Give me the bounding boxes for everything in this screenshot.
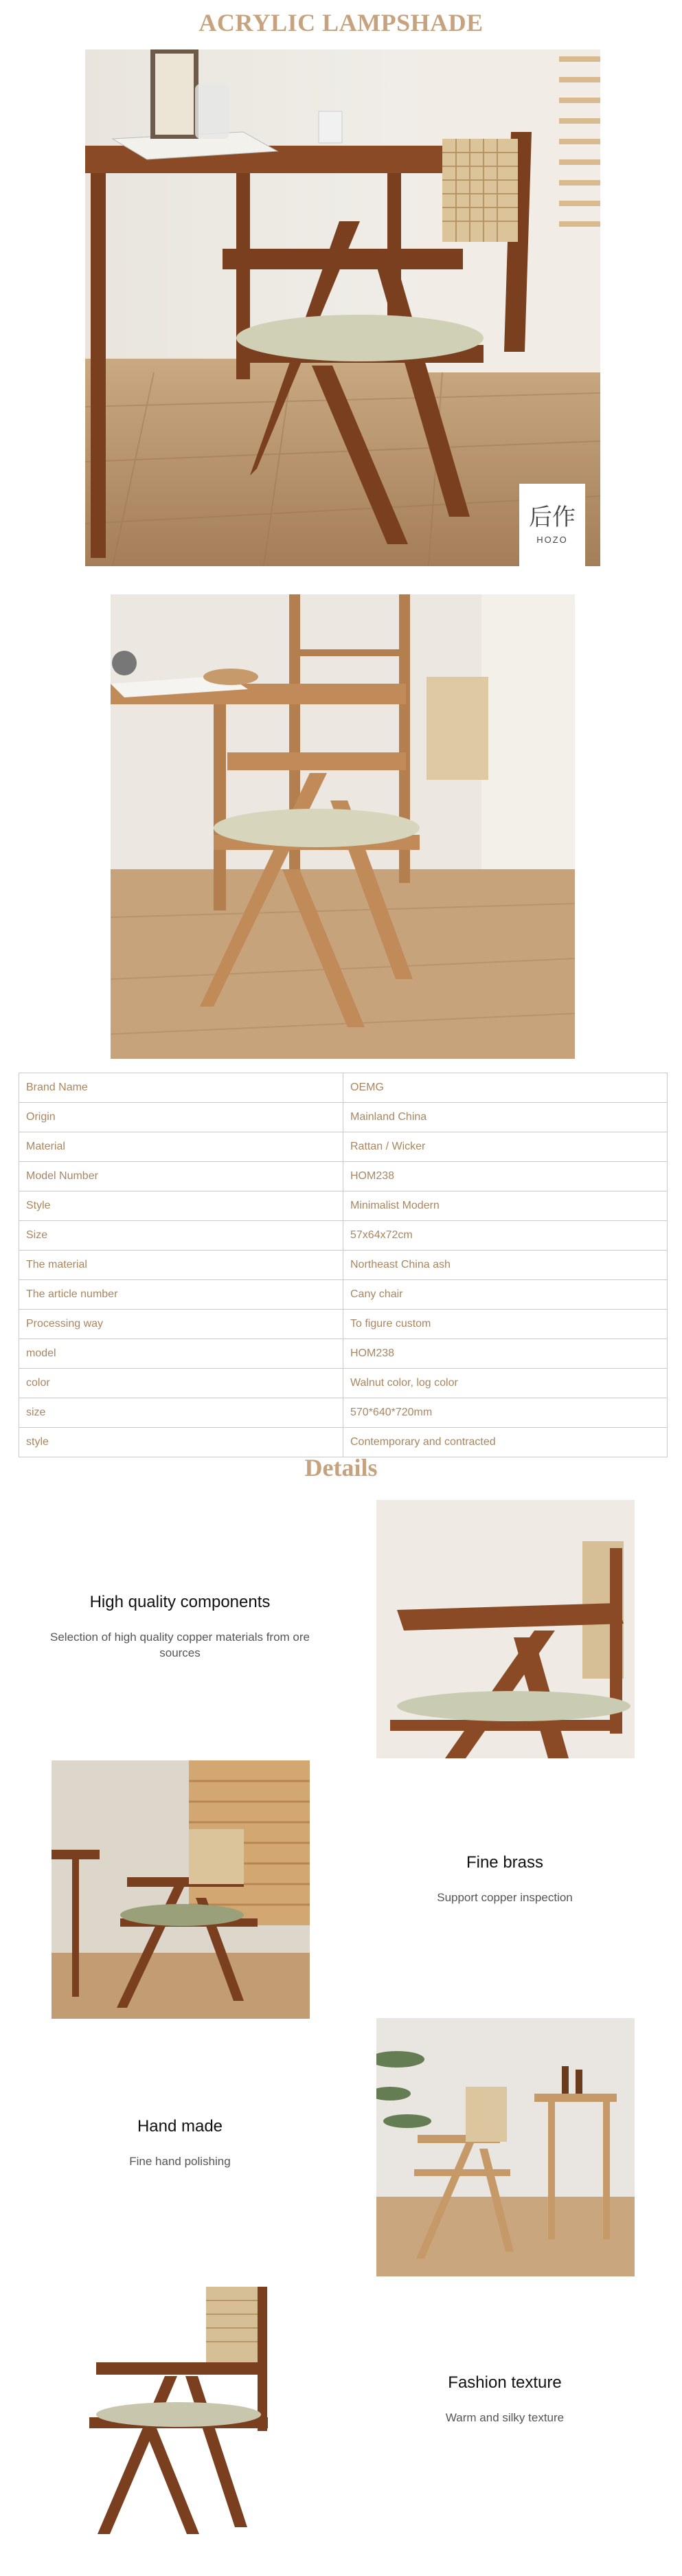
walnut-chair-isolated <box>82 2280 282 2541</box>
feature-high-quality-components <box>36 1593 324 1661</box>
spec-row <box>19 1369 668 1398</box>
light-chair-scene <box>376 2018 635 2276</box>
page-title: ACRYLIC LAMPSHADE <box>198 9 484 36</box>
spec-row <box>19 1398 668 1428</box>
spec-row <box>19 1310 668 1339</box>
feature-hand-made <box>36 2117 324 2170</box>
spec-value: Northeast China ash <box>343 1251 668 1280</box>
spec-key: style <box>19 1428 343 1457</box>
feature-photo-walnut-chair-white <box>82 2280 282 2541</box>
feature-photo-light-chair-table <box>376 2018 635 2276</box>
spec-table <box>19 1073 668 1457</box>
feature-heading: Fine brass <box>466 1853 544 1872</box>
spec-row <box>19 1221 668 1251</box>
brand-logo <box>519 484 585 566</box>
spec-value: Cany chair <box>343 1280 668 1310</box>
spec-key: Material <box>19 1132 343 1162</box>
spec-key: Processing way <box>19 1310 343 1339</box>
spec-value: Contemporary and contracted <box>343 1428 668 1457</box>
feature-heading: Hand made <box>137 2117 223 2136</box>
feature-fine-brass <box>364 1853 646 1906</box>
spec-row <box>19 1280 668 1310</box>
feature-text: Selection of high quality copper materials from ore sources <box>50 1631 310 1659</box>
spec-row <box>19 1073 668 1103</box>
hero-photo-walnut-chair <box>85 49 600 566</box>
feature-text: Warm and silky texture <box>445 2411 565 2424</box>
spec-value: HOM238 <box>343 1162 668 1191</box>
details-heading: Details <box>304 1454 378 1481</box>
spec-row <box>19 1162 668 1191</box>
spec-value: To figure custom <box>343 1310 668 1339</box>
spec-value: 570*640*720mm <box>343 1398 668 1428</box>
feature-heading: High quality components <box>89 1593 271 1611</box>
spec-key: Model Number <box>19 1162 343 1191</box>
logo-text: HOZO <box>536 534 568 545</box>
spec-value: Minimalist Modern <box>343 1191 668 1221</box>
spec-value: OEMG <box>343 1073 668 1103</box>
spec-value: Rattan / Wicker <box>343 1132 668 1162</box>
spec-key: size <box>19 1398 343 1428</box>
spec-key: The material <box>19 1251 343 1280</box>
feature-heading: Fashion texture <box>448 2373 562 2392</box>
spec-key: Style <box>19 1191 343 1221</box>
spec-key: model <box>19 1339 343 1369</box>
spec-key: The article number <box>19 1280 343 1310</box>
photo-log-color-chair <box>111 594 575 1059</box>
spec-row <box>19 1191 668 1221</box>
feature-text: Support copper inspection <box>437 1891 573 1904</box>
spec-value: 57x64x72cm <box>343 1221 668 1251</box>
feature-text: Fine hand polishing <box>129 2155 231 2168</box>
spec-row <box>19 1251 668 1280</box>
spec-key: color <box>19 1369 343 1398</box>
log-chair-scene <box>111 594 575 1059</box>
room-scene <box>52 1760 310 2019</box>
armrest-closeup <box>376 1500 635 1758</box>
spec-value: Mainland China <box>343 1103 668 1132</box>
feature-photo-room <box>52 1760 310 2019</box>
spec-value: HOM238 <box>343 1339 668 1369</box>
spec-key: Size <box>19 1221 343 1251</box>
logo-mark: 后作 <box>529 503 576 531</box>
spec-row <box>19 1132 668 1162</box>
spec-value: Walnut color, log color <box>343 1369 668 1398</box>
spec-row <box>19 1103 668 1132</box>
spec-key: Brand Name <box>19 1073 343 1103</box>
spec-row <box>19 1339 668 1369</box>
feature-fashion-texture <box>364 2373 646 2426</box>
spec-key: Origin <box>19 1103 343 1132</box>
feature-photo-armrest <box>376 1500 635 1758</box>
